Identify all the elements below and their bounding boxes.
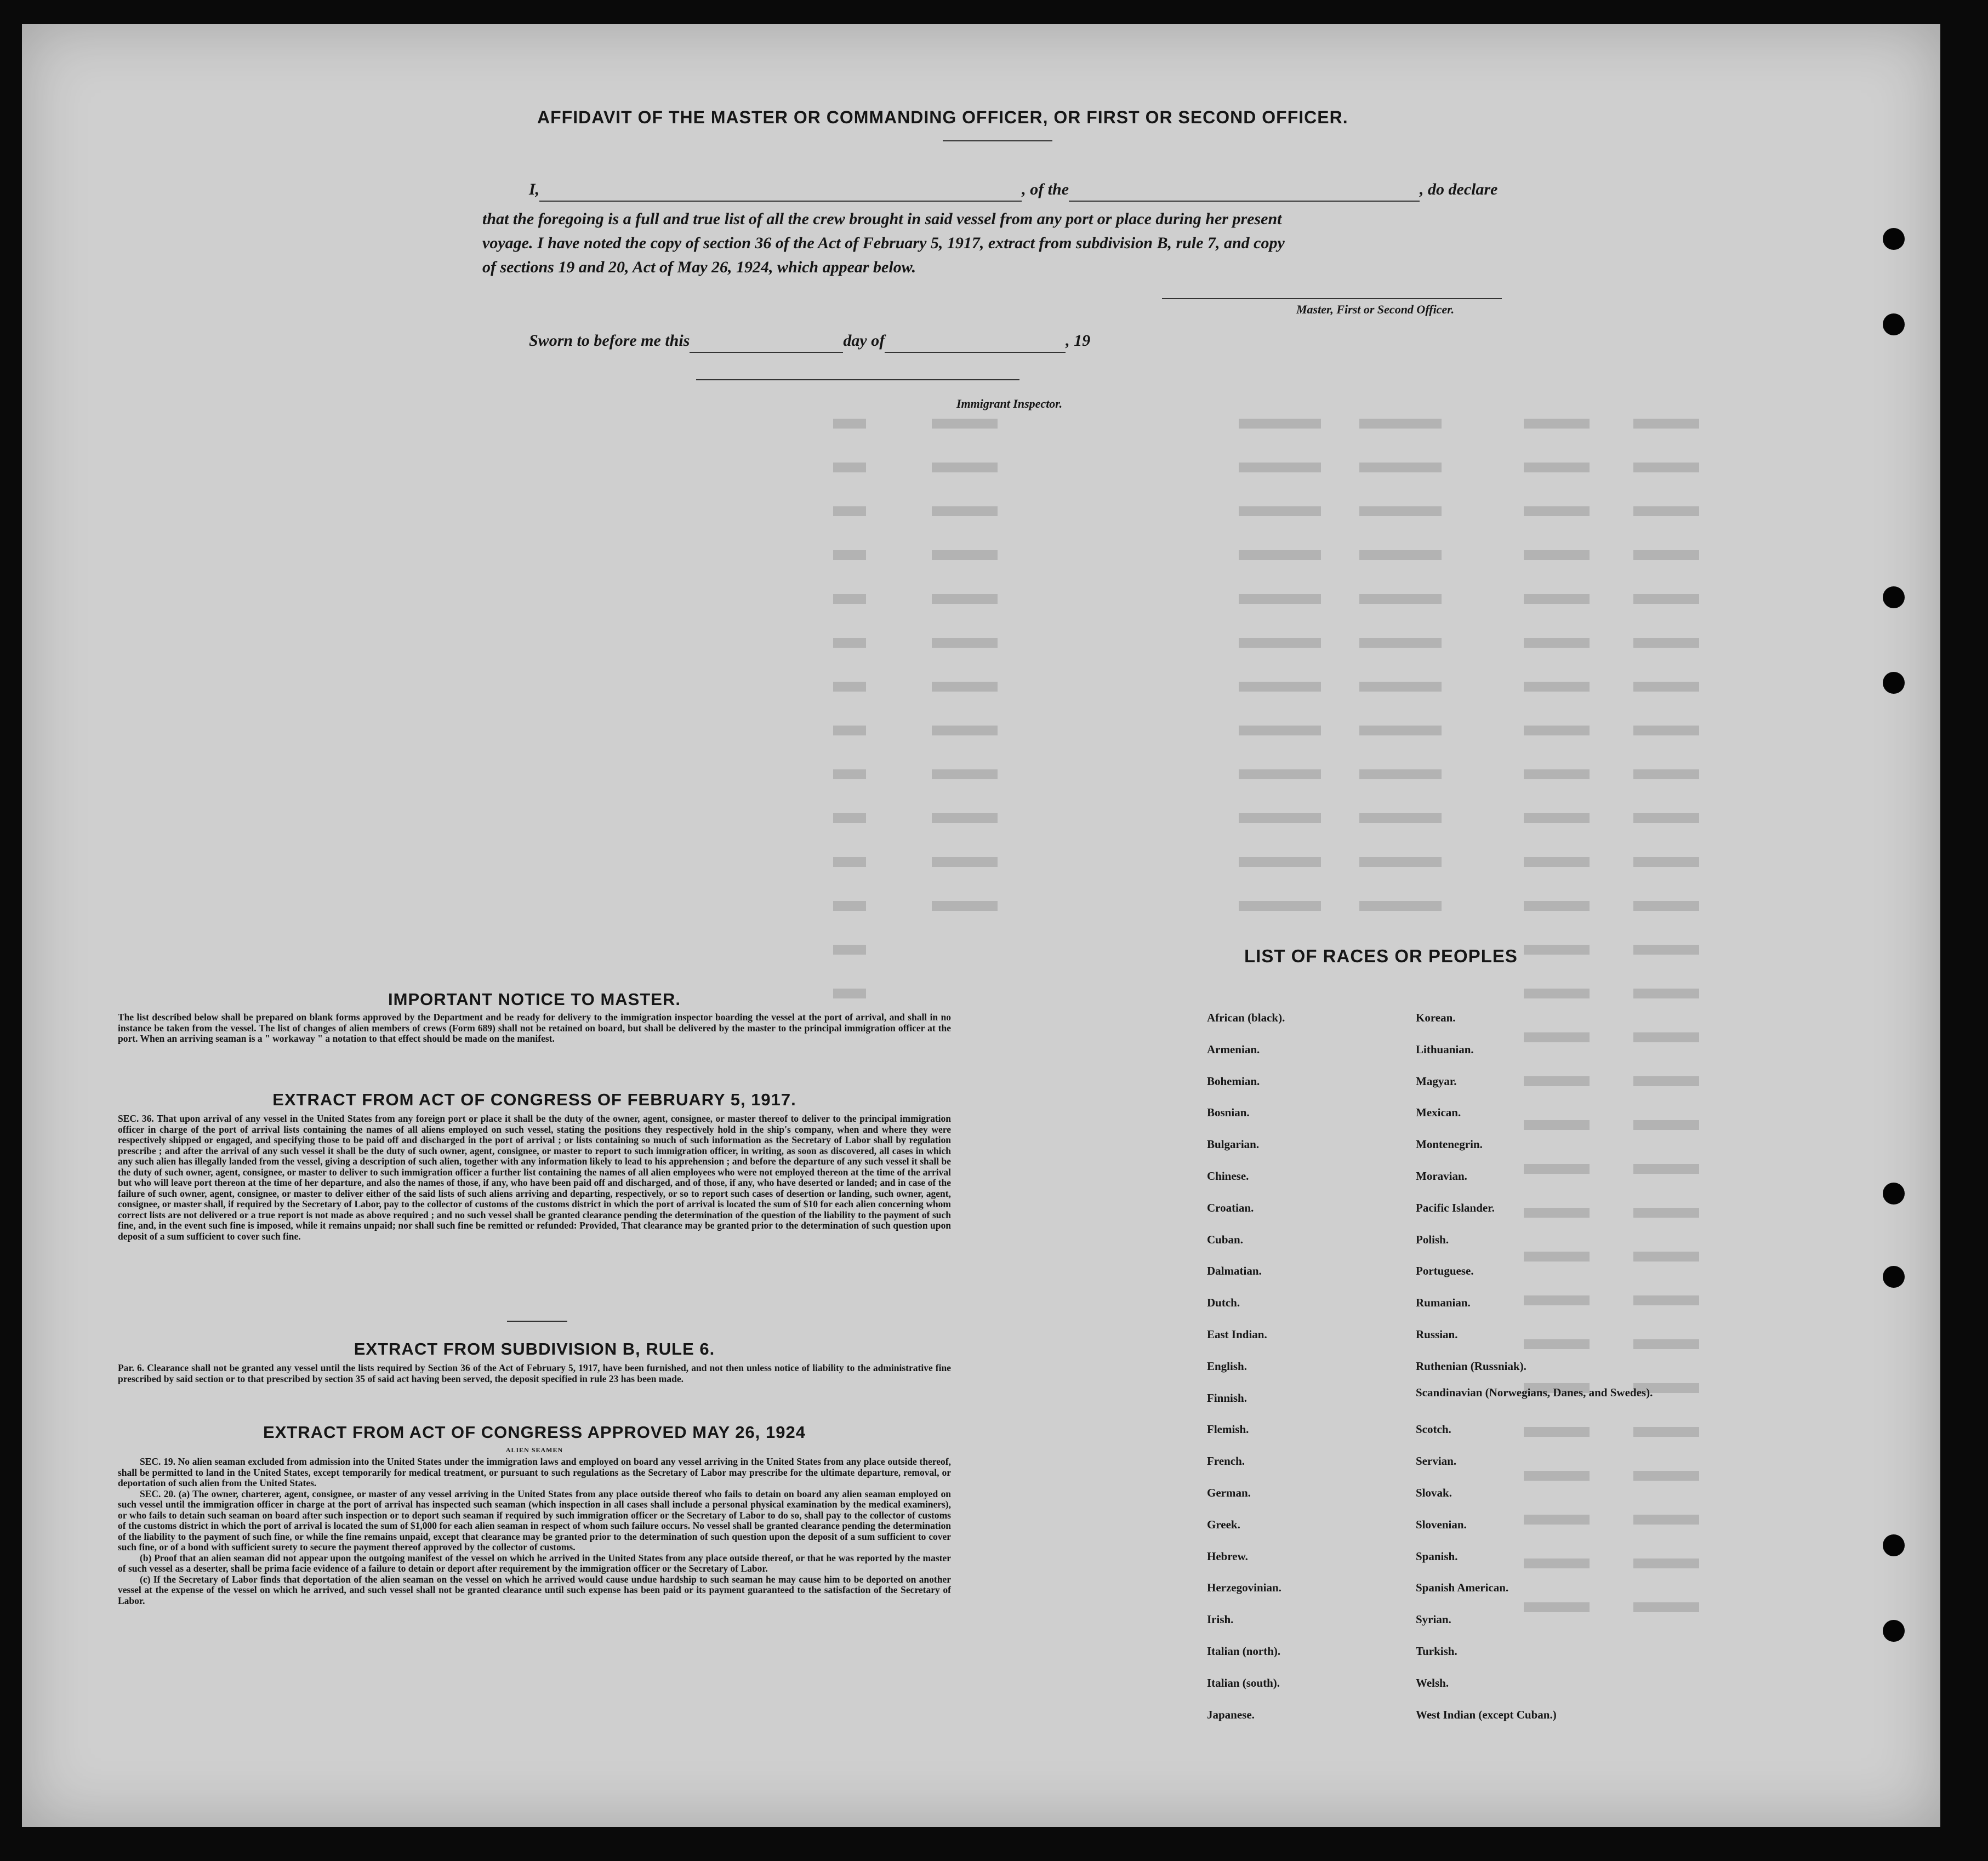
race-item: Russian. (1416, 1327, 1458, 1341)
declarant-name-field[interactable] (539, 185, 1022, 202)
sec-20a-text: SEC. 20. (a) The owner, charterer, agent, consignee, or master of any vessel arriving in the United States from any place outside thereof who fails to detain on board any alien seaman employed on such vessel until the immigration officer in charge at the port of arrival has inspected such seaman (which inspection in all cases shall include a personal physical examination by the medical examiners), or who fails to detain such seaman on board after such inspection or to deport such seaman if required by such immigration officer or the Secretary of Labor to do so, shall pay to the collector of customs of the customs district in which the port of arrival is located the sum of $1,000 for each alien seaman in respect of whom such failure occurs. No vessel shall be granted clearance pending the determination of the liability to the payment of such fine, or while the fine remains unpaid, except that clearance may be granted prior to the determination of such question upon the deposit of a sum sufficient to cover such fine, or of a bond with sufficient surety to secure the payment thereof approved by the collector of customs. (118, 1488, 951, 1552)
race-item: Servian. (1416, 1454, 1457, 1468)
year-label: , 19 (1066, 332, 1091, 350)
declarant-line (529, 178, 1570, 202)
sec-20c-text: (c) If the Secretary of Labor finds that deportation of the alien seaman on the vessel on which he arrived would cause undue hardship to such seaman he may cause him to be deported on another vessel at the expense of the vessel on which he arrived, and such vessel shall not be granted clearance until such expense has been paid or its payment guaranteed to the satisfaction of the Secretary of Labor. (118, 1573, 951, 1606)
race-item: Japanese. (1207, 1708, 1255, 1721)
race-item: French. (1207, 1454, 1245, 1468)
race-item: Italian (north). (1207, 1644, 1281, 1658)
inspector-label: Immigrant Inspector. (956, 397, 1063, 410)
section-divider (507, 1321, 567, 1322)
sec-19-text: SEC. 19. No alien seaman excluded from admission into the United States under the immigration laws and employed on board any vessel arriving in the United States from any place outside thereof, shall be permitted to land in the United States, except temporarily for medical treatment, or pursuant to such regulations as the Secretary of Labor may prescribe for the ultimate departure, removal, or deportation of such alien from the United States. (118, 1456, 951, 1488)
extract-1917-title: EXTRACT FROM ACT OF CONGRESS OF FEBRUARY 5, 1917. (272, 1090, 796, 1109)
race-item: Cuban. (1207, 1232, 1243, 1246)
race-item: Syrian. (1416, 1613, 1451, 1626)
race-item: English. (1207, 1359, 1247, 1373)
race-item: Herzegovinian. (1207, 1581, 1281, 1595)
race-item: Montenegrin. (1416, 1138, 1483, 1151)
race-item: Scotch. (1416, 1423, 1451, 1436)
race-item: Italian (south). (1207, 1676, 1280, 1689)
race-item: Mexican. (1416, 1106, 1461, 1120)
extract-1917-text: SEC. 36. That upon arrival of any vessel in the United States from any foreign port or place it shall be the duty of the owner, agent, consignee, or master thereof to deliver to the principal immigration officer in charge of the port of arrival lists containing the names of all aliens employed on such vessel, stating the positions they respectively hold in the ship's company, when and where they were respectively shipped or engaged, and specifying those to be paid off and discharged in the port of arrival ; or lists containing so much of such information as the Secretary of Labor shall by regulation prescribe ; and after the arrival of any such vessel it shall be the duty of such owner, agent, consignee, or master to report to such immigration officer, in writing, as soon as discovered, all cases in which any such alien has illegally landed from the vessel, giving a description of such alien, together with any information likely to lead to his apprehension ; and before the departure of any such vessel it shall be the duty of such owner, agent, consignee, or master to deliver to such immigration officer a further list containing the names of all alien employees who were not employed thereon at the time of the arrival but who will leave port thereon at the time of her departure, and also the names of those, if any, who have been paid off and discharged, and of those, if any, who have deserted or landed; and in case of the failure of such owner, agent, consignee, or master to deliver either of the said lists of such aliens arriving and departing, respectively, or so to report such cases of desertion or landing, such owner, agent, consignee, or master shall, if required by the Secretary of Labor, pay to the collector of customs of the customs district in which the port of arrival is located the sum of $10 for each alien concerning whom correct lists are not delivered or a true report is not made as above required ; and no such vessel shall be granted clearance pending the determination of the question of the liability to the payment of such fine, and, in the event such fine is imposed, while it remains unpaid; nor shall such fine be remitted or refunded: Provided, That clearance may be granted prior to the determination of such question upon deposit of a sum sufficient to cover such fine. (118, 1113, 951, 1242)
subdivision-b-text: Par. 6. Clearance shall not be granted any vessel until the lists required by Section 36 of the Act of February 5, 1917, have been furnished, and not then unless notice of liability to the administrative fine prescribed by said section or to that prescribed by section 35 of said act having been served, the deposit specified in rule 23 has been made. (118, 1362, 951, 1384)
extract-1924-body (118, 1457, 951, 1606)
sworn-label: Sworn to before me this (529, 332, 690, 350)
race-item: Lithuanian. (1416, 1042, 1474, 1056)
race-item: East Indian. (1207, 1327, 1267, 1341)
race-item: Pacific Islander. (1416, 1201, 1495, 1214)
race-item: Greek. (1207, 1517, 1240, 1531)
race-item: Bulgarian. (1207, 1138, 1260, 1151)
race-item: Finnish. (1207, 1391, 1247, 1405)
master-signature-label: Master, First or Second Officer. (1296, 302, 1455, 316)
race-item: Korean. (1416, 1011, 1456, 1024)
race-item: Slovak. (1416, 1486, 1452, 1499)
race-item: Spanish American. (1416, 1581, 1509, 1595)
race-item: Hebrew. (1207, 1549, 1248, 1563)
affidavit-title: AFFIDAVIT OF THE MASTER OR COMMANDING OFFICER, OR FIRST OR SECOND OFFICER. (537, 107, 1348, 127)
master-signature-line[interactable] (1162, 298, 1502, 299)
race-item: German. (1207, 1486, 1251, 1499)
notice-text: The list described below shall be prepared on blank forms approved by the Department and be ready for delivery to the immigration inspector boarding the vessel at the port of arrival, and shall in no instance be taken from the vessel. The list of changes of alien members of crews (Form 689) shall not be retained on board, but shall be delivered by the master to the principal immigration officer at the port. When an arriving seaman is a " workaway " a notation to that effect should be made on the manifest. (118, 1012, 951, 1044)
race-item: Spanish. (1416, 1549, 1458, 1563)
race-item: African (black). (1207, 1011, 1285, 1024)
sworn-month-field[interactable] (885, 336, 1066, 353)
race-item: Armenian. (1207, 1042, 1260, 1056)
race-item: Polish. (1416, 1232, 1449, 1246)
inspector-signature-line[interactable] (696, 379, 1019, 380)
notice-title: IMPORTANT NOTICE TO MASTER. (388, 990, 681, 1009)
race-item: Bosnian. (1207, 1106, 1250, 1120)
race-item: Bohemian. (1207, 1074, 1260, 1088)
sworn-day-field[interactable] (690, 336, 843, 353)
vessel-name-field[interactable] (1069, 185, 1420, 202)
extract-1924-subtitle: ALIEN SEAMEN (505, 1446, 563, 1454)
sec-20b-text: (b) Proof that an alien seaman did not appear upon the outgoing manifest of the vessel on which he arrived in the United States from any place outside thereof, or that he was reported by the master of such vessel as a deserter, shall be prima facie evidence of a failure to detain or deport after requirement by the immigration officer or the Secretary of Labor. (118, 1552, 951, 1574)
races-right-column (1416, 1002, 1668, 1731)
document-page (22, 24, 1940, 1827)
race-item: Ruthenian (Russniak). (1416, 1359, 1526, 1373)
subdivision-b-title: EXTRACT FROM SUBDIVISION B, RULE 6. (354, 1339, 715, 1358)
of-the-label: , of the (1022, 180, 1069, 198)
sworn-line (529, 329, 1090, 353)
race-item: Chinese. (1207, 1169, 1249, 1183)
race-item: Slovenian. (1416, 1517, 1467, 1531)
race-item: Turkish. (1416, 1644, 1457, 1658)
race-item: Croatian. (1207, 1201, 1254, 1214)
race-item: West Indian (except Cuban.) (1416, 1708, 1557, 1721)
declaration-line-2: voyage. I have noted the copy of section 36 of the Act of February 5, 1917, extract from subdivision B, rule 7, and copy (482, 234, 1285, 252)
title-underline (943, 140, 1052, 141)
i-label: I, (529, 180, 540, 198)
race-item: Flemish. (1207, 1423, 1249, 1436)
day-of-label: day of (843, 332, 885, 350)
race-item: Scandinavian (Norwegians, Danes, and Swedes). (1416, 1385, 1653, 1399)
race-item: Dalmatian. (1207, 1264, 1262, 1278)
race-item: Irish. (1207, 1613, 1234, 1626)
declaration-line-1: that the foregoing is a full and true list of all the crew brought in said vessel from any port or place during her present (482, 210, 1282, 228)
race-item: Rumanian. (1416, 1296, 1471, 1310)
race-item: Dutch. (1207, 1296, 1240, 1310)
race-item: Moravian. (1416, 1169, 1467, 1183)
race-item: Magyar. (1416, 1074, 1457, 1088)
do-declare-label: , do declare (1420, 180, 1498, 198)
race-item: Portuguese. (1416, 1264, 1474, 1278)
race-item: Welsh. (1416, 1676, 1449, 1689)
extract-1924-title: EXTRACT FROM ACT OF CONGRESS APPROVED MAY 26, 1924 (263, 1423, 806, 1442)
declaration-line-3: of sections 19 and 20, Act of May 26, 1924, which appear below. (482, 258, 916, 276)
races-title: LIST OF RACES OR PEOPLES (1244, 946, 1518, 966)
races-left-column (1207, 1002, 1404, 1731)
